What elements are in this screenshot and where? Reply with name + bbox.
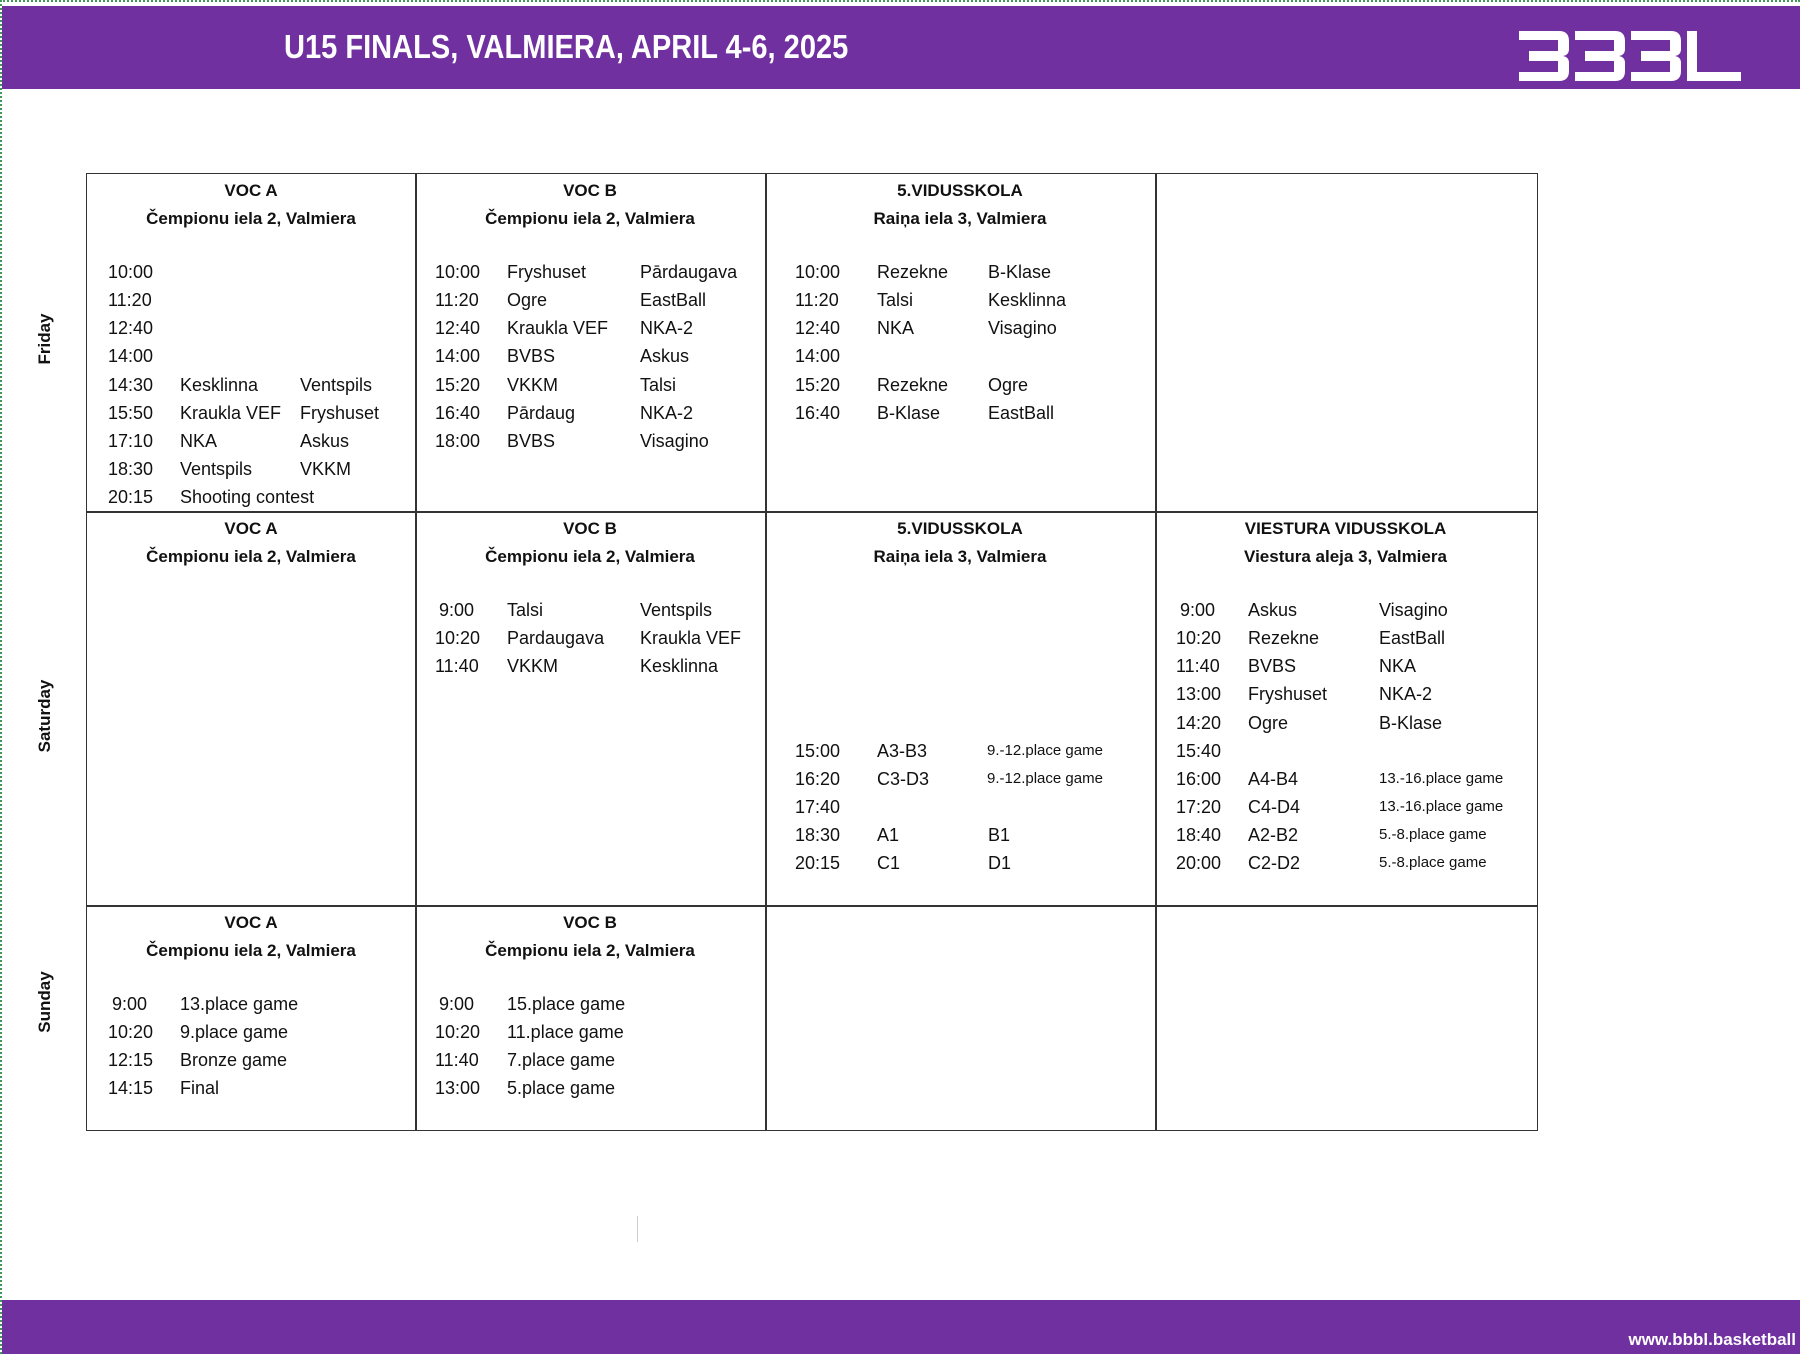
home-team: Talsi — [507, 600, 544, 620]
game-time: 17:40 — [795, 797, 841, 817]
venue-address: Raiņa iela 3, Valmiera — [873, 547, 1047, 566]
home-team: Rezekne — [877, 375, 949, 395]
game-time: 20:15 — [795, 853, 841, 873]
day-label-sunday: Sunday — [35, 971, 54, 1033]
game-time: 14:15 — [108, 1078, 154, 1098]
game-time: 15:40 — [1176, 741, 1222, 761]
game-time: 13:00 — [435, 1078, 481, 1098]
venue-address: Čempionu iela 2, Valmiera — [146, 209, 356, 228]
game-type: 9.-12.place game — [987, 742, 1103, 759]
game-time: 10:00 — [795, 262, 841, 282]
saturday-vidusskola5-cell — [765, 512, 1155, 905]
venue-address: Čempionu iela 2, Valmiera — [485, 941, 695, 960]
away-team: B-Klase — [988, 262, 1052, 282]
home-team: Talsi — [877, 290, 914, 310]
game-time: 15:20 — [795, 375, 841, 395]
event-name: Final — [180, 1078, 220, 1098]
event-name: Shooting contest — [180, 487, 315, 507]
matchup: A3-B3 — [877, 741, 928, 761]
sunday-voc-b-cell — [415, 906, 765, 1130]
game-time: 14:30 — [108, 375, 154, 395]
matchup: C4-D4 — [1248, 797, 1301, 817]
home-team: Ogre — [1248, 713, 1289, 733]
away-team: EastBall — [640, 290, 707, 310]
away-team: NKA — [1379, 656, 1417, 676]
friday-voc-a-cell — [87, 174, 415, 511]
game-type: 5.-8.place game — [1379, 826, 1487, 843]
away-team: B1 — [988, 825, 1011, 845]
game-time: 18:00 — [435, 431, 481, 451]
game-time: 11:20 — [435, 290, 479, 310]
home-team: C1 — [877, 853, 901, 873]
venue-name: 5.VIDUSSKOLA — [897, 519, 1023, 538]
game-time: 16:00 — [1176, 769, 1222, 789]
game-time: 9:00 — [1180, 600, 1216, 620]
venue-name: VOC B — [563, 913, 617, 932]
matchup: A2-B2 — [1248, 825, 1299, 845]
game-time: 10:20 — [435, 628, 481, 648]
game-time: 17:20 — [1176, 797, 1222, 817]
away-team: Talsi — [640, 375, 677, 395]
home-team: B-Klase — [877, 403, 941, 423]
home-team: Fryshuset — [1248, 684, 1328, 704]
venue-name: VOC A — [224, 913, 278, 932]
away-team: B-Klase — [1379, 713, 1443, 733]
game-time: 12:40 — [795, 318, 841, 338]
bbbl-logo — [1519, 31, 1741, 81]
game-time: 18:40 — [1176, 825, 1222, 845]
away-team: EastBall — [1379, 628, 1446, 648]
footer-banner — [2, 1300, 1800, 1354]
game-time: 14:00 — [108, 346, 154, 366]
game-time: 14:20 — [1176, 713, 1222, 733]
game-type: 13.-16.place game — [1379, 798, 1504, 815]
saturday-voc-a-cell — [87, 512, 415, 905]
friday-vidusskola5-cell — [765, 174, 1155, 511]
venue-name: 5.VIDUSSKOLA — [897, 181, 1023, 200]
game-time: 15:00 — [795, 741, 841, 761]
sunday-voc-a-cell — [87, 906, 415, 1130]
home-team: VKKM — [507, 375, 559, 395]
game-time: 11:40 — [1176, 656, 1220, 676]
game-time: 12:15 — [108, 1050, 154, 1070]
game-time: 12:40 — [435, 318, 481, 338]
event-name: 15.place game — [507, 994, 626, 1014]
home-team: Rezekne — [877, 262, 949, 282]
away-team: Pārdaugava — [640, 262, 738, 282]
game-type: 13.-16.place game — [1379, 770, 1504, 787]
sheet-top-edge — [0, 0, 1800, 4]
matchup: C2-D2 — [1248, 853, 1301, 873]
away-team: NKA-2 — [640, 403, 694, 423]
away-team: Visagino — [1379, 600, 1448, 620]
game-time: 9:00 — [439, 600, 475, 620]
home-team: Kraukla VEF — [507, 318, 609, 338]
home-team: BVBS — [507, 346, 556, 366]
home-team: Fryshuset — [507, 262, 587, 282]
home-team: Ventspils — [180, 459, 253, 479]
away-team: VKKM — [300, 459, 352, 479]
venue-address: Viestura aleja 3, Valmiera — [1244, 547, 1447, 566]
friday-voc-b-cell — [415, 174, 765, 511]
game-time: 10:20 — [108, 1022, 154, 1042]
game-time: 16:40 — [435, 403, 481, 423]
home-team: Rezekne — [1248, 628, 1320, 648]
venue-address: Čempionu iela 2, Valmiera — [485, 547, 695, 566]
schedule-grid — [86, 173, 1538, 1131]
game-time: 9:00 — [439, 994, 475, 1014]
game-time: 11:40 — [435, 1050, 479, 1070]
day-label-saturday: Saturday — [35, 679, 54, 753]
game-time: 11:20 — [108, 290, 152, 310]
home-team: NKA — [180, 431, 218, 451]
away-team: Ventspils — [300, 375, 373, 395]
game-time: 14:00 — [795, 346, 841, 366]
game-time: 11:20 — [795, 290, 839, 310]
game-time: 13:00 — [1176, 684, 1222, 704]
venue-address: Čempionu iela 2, Valmiera — [485, 209, 695, 228]
sheet-edge — [0, 0, 2, 1354]
game-time: 10:00 — [435, 262, 481, 282]
away-team: Visagino — [640, 431, 709, 451]
away-team: Askus — [300, 431, 350, 451]
venue-name: VOC B — [563, 519, 617, 538]
away-team: EastBall — [988, 403, 1055, 423]
home-team: Kraukla VEF — [180, 403, 282, 423]
home-team: A1 — [877, 825, 900, 845]
game-time: 20:15 — [108, 487, 154, 507]
game-time: 20:00 — [1176, 853, 1222, 873]
home-team: Ogre — [507, 290, 548, 310]
event-name: 11.place game — [507, 1022, 624, 1042]
game-time: 14:00 — [435, 346, 481, 366]
home-team: BVBS — [1248, 656, 1297, 676]
game-time: 10:20 — [1176, 628, 1222, 648]
away-team: Kesklinna — [988, 290, 1067, 310]
saturday-voc-b-cell — [415, 512, 765, 905]
home-team: Kesklinna — [180, 375, 259, 395]
venue-name: VOC A — [224, 181, 278, 200]
home-team: Askus — [1248, 600, 1298, 620]
saturday-viestura-cell — [1155, 512, 1536, 905]
home-team: BVBS — [507, 431, 556, 451]
text-cursor — [637, 1216, 638, 1242]
game-type: 5.-8.place game — [1379, 854, 1487, 871]
game-time: 17:10 — [108, 431, 154, 451]
away-team: Fryshuset — [300, 403, 380, 423]
page-title: U15 FINALS, VALMIERA, APRIL 4-6, 2025 — [284, 28, 849, 65]
away-team: Kesklinna — [640, 656, 719, 676]
game-time: 10:00 — [108, 262, 154, 282]
away-team: D1 — [988, 853, 1012, 873]
event-name: 7.place game — [507, 1050, 616, 1070]
away-team: Ventspils — [640, 600, 713, 620]
venue-address: Čempionu iela 2, Valmiera — [146, 941, 356, 960]
game-time: 18:30 — [108, 459, 154, 479]
matchup: C3-D3 — [877, 769, 930, 789]
home-team: VKKM — [507, 656, 559, 676]
event-name: 13.place game — [180, 994, 299, 1014]
game-time: 15:50 — [108, 403, 154, 423]
game-time: 9:00 — [112, 994, 148, 1014]
game-time: 12:40 — [108, 318, 154, 338]
venue-address: Čempionu iela 2, Valmiera — [146, 547, 356, 566]
away-team: Kraukla VEF — [640, 628, 742, 648]
away-team: Askus — [640, 346, 690, 366]
day-label-friday: Friday — [35, 313, 54, 365]
header-banner — [2, 6, 1800, 89]
event-name: 5.place game — [507, 1078, 616, 1098]
away-team: NKA-2 — [1379, 684, 1433, 704]
event-name: 9.place game — [180, 1022, 289, 1042]
home-team: NKA — [877, 318, 915, 338]
away-team: NKA-2 — [640, 318, 694, 338]
home-team: Pardaugava — [507, 628, 605, 648]
venue-name: VOC A — [224, 519, 278, 538]
game-type: 9.-12.place game — [987, 770, 1103, 787]
game-time: 18:30 — [795, 825, 841, 845]
venue-name: VIESTURA VIDUSSKOLA — [1244, 519, 1447, 538]
game-time: 16:20 — [795, 769, 841, 789]
game-time: 15:20 — [435, 375, 481, 395]
event-name: Bronze game — [180, 1050, 288, 1070]
away-team: Ogre — [988, 375, 1029, 395]
game-time: 16:40 — [795, 403, 841, 423]
game-time: 11:40 — [435, 656, 479, 676]
venue-address: Raiņa iela 3, Valmiera — [873, 209, 1047, 228]
away-team: Visagino — [988, 318, 1057, 338]
game-time: 10:20 — [435, 1022, 481, 1042]
footer-website-link[interactable]: www.bbbl.basketball — [1628, 1330, 1796, 1349]
venue-name: VOC B — [563, 181, 617, 200]
matchup: A4-B4 — [1248, 769, 1299, 789]
home-team: Pārdaug — [507, 403, 576, 423]
